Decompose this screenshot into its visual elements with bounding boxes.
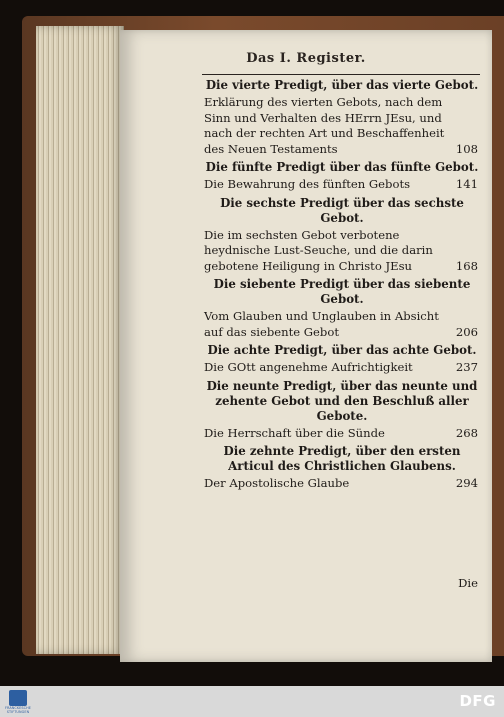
head-rule [202, 74, 480, 75]
entry-page: 108 [455, 141, 478, 156]
entry-text: Die Bewahrung des fünften Gebots [204, 177, 411, 191]
entry-text: Erklärung des vierten Gebots, nach dem Sinn und Verhalten des HErrn JEsu, und nach der rechten Art und Beschaffenheit des Neuen Testaments [204, 95, 445, 156]
register-entry [204, 476, 480, 492]
sermon-heading-5: Die fünfte Predigt über das fünfte Gebot. [205, 160, 479, 174]
register-entry [204, 309, 480, 340]
register-entry [204, 426, 480, 442]
entry-page: 141 [455, 177, 478, 191]
entry-page: 237 [455, 360, 478, 374]
register-entry [204, 360, 480, 376]
catchword: Die [458, 576, 478, 590]
sermon-heading-8: Die achte Predigt, über das achte Gebot. [207, 343, 477, 357]
entry-text: Der Apostolische Glaube [204, 476, 350, 490]
entry-text: Vom Glauben und Unglauben in Absicht auf das siebente Gebot [204, 309, 439, 339]
entry-text: Die im sechsten Gebot verbotene heydnische Lust-Seuche, und die darin gebotene Heiligung in Christo JEsu [204, 227, 433, 273]
entry-text: Die GOtt angenehme Aufrichtigkeit [204, 360, 413, 374]
sermon-heading-10: Die zehnte Predigt, über den ersten Articul des Christlichen Glaubens. [223, 444, 461, 473]
sermon-heading-9: Die neunte Predigt, über das neunte und zehente Gebot und den Beschluß aller Gebote. [206, 378, 478, 423]
institution-logo[interactable] [4, 686, 32, 717]
sermon-heading-4: Die vierte Predigt, über das vierte Gebot. [205, 78, 479, 92]
entry-page: 206 [455, 324, 478, 339]
viewer-footer-bar [0, 686, 504, 717]
register-entry [204, 177, 480, 193]
entry-page: 168 [455, 258, 478, 273]
register-entry [204, 228, 480, 275]
register-entry [204, 95, 480, 157]
entry-page: 294 [455, 476, 478, 490]
book-page [120, 30, 492, 662]
page-edges [36, 26, 124, 654]
dfg-logo[interactable]: DFG [459, 692, 496, 710]
logo-caption: FRANCKESCHE STIFTUNGEN [4, 705, 32, 714]
sermon-heading-7: Die siebente Predigt über das siebente Gebot. [213, 277, 471, 306]
entry-page: 268 [455, 425, 478, 440]
register-body [204, 78, 480, 495]
sermon-heading-6: Die sechste Predigt über das sechste Gebot. [220, 195, 464, 225]
franckesche-stiftungen-logo-icon [9, 690, 27, 706]
running-head: Das I. Register. [246, 51, 366, 66]
entry-text: Die Herrschaft über die Sünde [204, 425, 385, 440]
